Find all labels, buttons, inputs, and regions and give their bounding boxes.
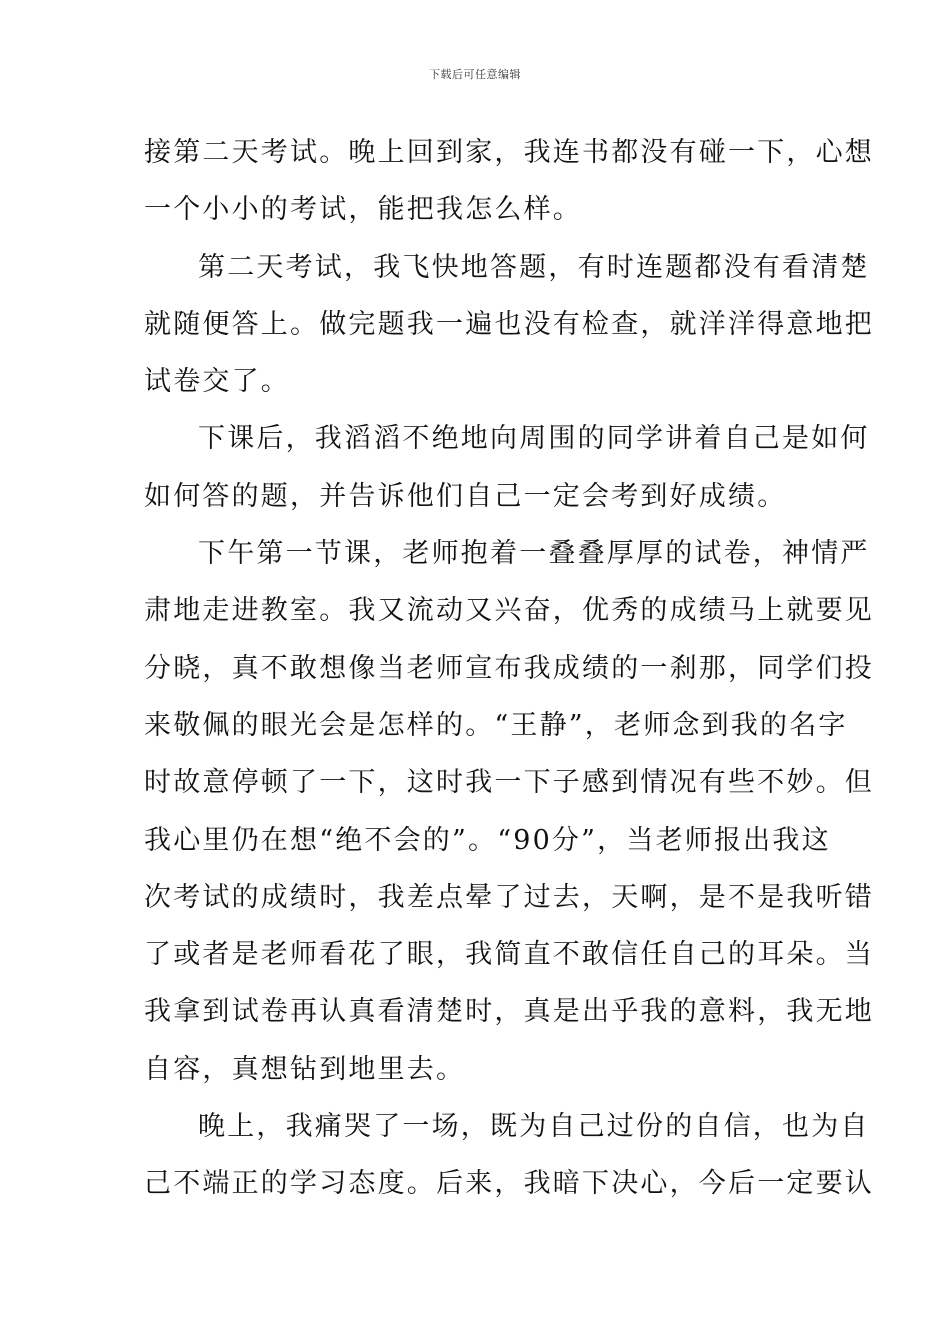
text-line: 自容，真想钻到地里去。 (144, 1053, 466, 1085)
text-line: 下课后，我滔滔不绝地向周围的同学讲着自己是如何 (198, 423, 870, 455)
text-line: 下午第一节课，老师抱着一叠叠厚厚的试卷，神情严 (198, 538, 870, 570)
text-line: 第二天考试，我飞快地答题，有时连题都没有看清楚 (198, 251, 870, 283)
text-line: 时故意停顿了一下，这时我一下子感到情况有些不妙。但 (144, 767, 874, 799)
page-header: 下载后可任意编辑 (429, 68, 521, 81)
text-line: 我心里仍在想“绝不会的”。“90分”，当老师报出我这 (144, 824, 831, 856)
text-line: 来敬佩的眼光会是怎样的。“王静”，老师念到我的名字 (144, 709, 848, 741)
text-line: 一个小小的考试，能把我怎么样。 (144, 194, 582, 226)
text-line: 如何答的题，并告诉他们自己一定会考到好成绩。 (144, 480, 787, 512)
text-line: 就随便答上。做完题我一遍也没有检查，就洋洋得意地把 (144, 308, 874, 340)
text-line: 我拿到试卷再认真看清楚时，真是出乎我的意料，我无地 (144, 996, 874, 1028)
text-line: 晚上，我痛哭了一场，既为自己过份的自信，也为自 (198, 1111, 870, 1143)
text-line: 接第二天考试。晚上回到家，我连书都没有碰一下，心想 (144, 137, 874, 168)
text-line: 次考试的成绩时，我差点晕了过去，天啊，是不是我听错 (144, 881, 874, 913)
text-line: 分晓，真不敢想像当老师宣布我成绩的一刹那，同学们投 (144, 652, 874, 684)
text-line: 己不端正的学习态度。后来，我暗下决心，今后一定要认 (144, 1168, 874, 1200)
text-line: 了或者是老师看花了眼，我简直不敢信任自己的耳朵。当 (144, 939, 874, 971)
text-line: 试卷交了。 (144, 366, 290, 398)
text-line: 肃地走进教室。我又流动又兴奋，优秀的成绩马上就要见 (144, 595, 874, 627)
body-text (144, 124, 874, 1213)
